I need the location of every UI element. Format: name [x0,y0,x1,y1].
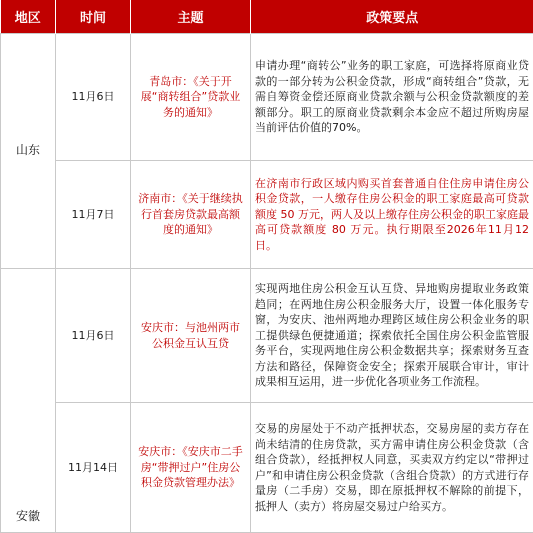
date-cell: 11月6日 [56,34,131,161]
topic-cell: 青岛市：《关于开展“商转组合”贷款业务的通知》 [131,34,251,161]
table-row [1,403,533,533]
topic-cell: 济南市：《关于继续执行首套房贷款最高额度的通知》 [131,161,251,269]
date-cell: 11月7日 [56,161,131,269]
header-region: 地区 [1,0,56,34]
header-policy: 政策要点 [251,0,533,34]
policy-cell: 实现两地住房公积金互认互贷、异地购房提取业务政策趋同；在两地住房公积金服务大厅，设置一体化服务专窗，为安庆、池州两地办理跨区域住房公积金业务的职工提供绿色便捷通道；探索依托全国住房公积金监管服务平台，实现两地住房公积金数据共享；探索财务互查方法和路径，保障资金安全；探索开展联合审计，审计成果相互运用，进一步优化各项业务工作流程。 [251,269,533,403]
region-cell: 安徽 [1,269,56,533]
table-row [1,161,533,269]
topic-cell: 安庆市：与池州两市公积金互认互贷 [131,269,251,403]
date-cell: 11月14日 [56,403,131,533]
region-cell: 山东 [1,34,56,269]
header-time: 时间 [56,0,131,34]
table-header-row [1,0,533,34]
policy-cell: 申请办理“商转公”业务的职工家庭，可选择将原商业贷款的一部分转为公积金贷款，形成“商转组合”贷款，无需自筹资金偿还原商业贷款余额与公积金贷款额度的差额部分。职工的原商业贷款剩余本金应不超过所购房屋当前评估价值的70%。 [251,34,533,161]
table-row [1,34,533,161]
table-row [1,269,533,403]
policy-cell: 在济南市行政区域内购买首套普通自住住房申请住房公积金贷款，一人缴存住房公积金的职工家庭最高可贷款额度 50 万元，两人及以上缴存住房公积金的职工家庭最高可贷款额度 80 万元。执行期限至2026年11月12日。 [251,161,533,269]
header-topic: 主题 [131,0,251,34]
policy-cell: 交易的房屋处于不动产抵押状态，交易房屋的卖方存在尚未结清的住房贷款，买方需申请住房公积金贷款（含组合贷款），经抵押权人同意，买卖双方约定以“带押过户”和申请住房公积金贷款（含组合贷款）的方式进行存量房（二手房）交易，即在原抵押权不解除的前提下，抵押人（卖方）将房屋交易过户给买方。 [251,403,533,533]
topic-cell: 安庆市：《安庆市二手房“带押过户”住房公积金贷款管理办法》 [131,403,251,533]
date-cell: 11月6日 [56,269,131,403]
